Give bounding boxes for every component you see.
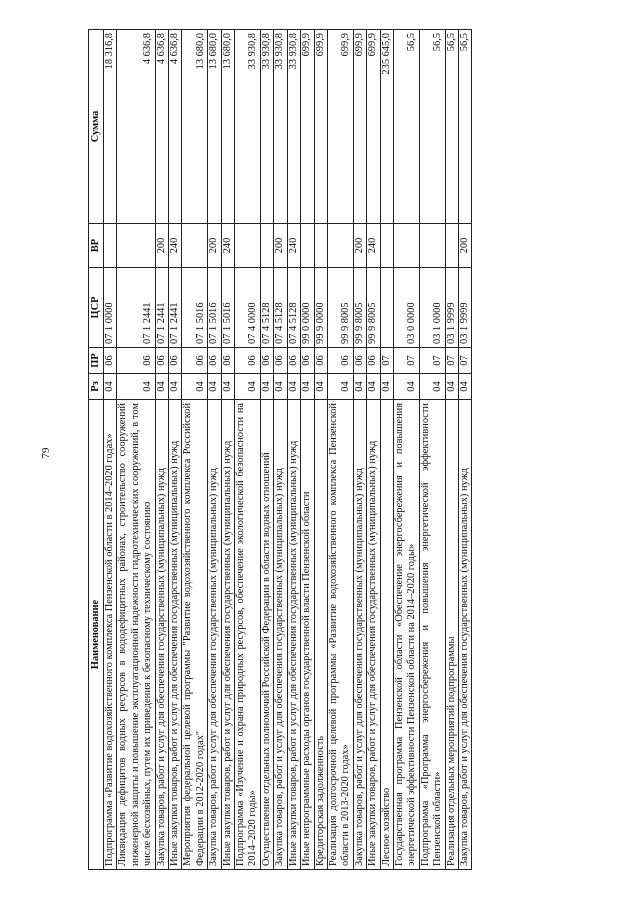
cell-csr: 07 1 2441: [155, 268, 168, 348]
table-row: [314, 30, 327, 870]
table-row: [155, 30, 168, 870]
header-name: Наименование: [89, 400, 104, 870]
cell-vr: [182, 224, 208, 268]
cell-vr: [419, 224, 445, 268]
cell-rz: 04: [287, 374, 300, 400]
cell-csr: 03 1 9999: [445, 268, 458, 348]
cell-pr: 06: [314, 348, 327, 374]
cell-pr: 06: [182, 348, 208, 374]
table-row: [104, 30, 117, 870]
table-row: [393, 30, 419, 870]
cell-pr: 06: [301, 348, 314, 374]
cell-sum: 33 930,8: [274, 30, 287, 224]
header-row: [89, 30, 104, 870]
cell-sum: 56,5: [458, 30, 471, 224]
cell-vr: 200: [155, 224, 168, 268]
table-row: [380, 30, 393, 870]
cell-rz: 04: [367, 374, 380, 400]
cell-pr: 06: [274, 348, 287, 374]
table-row: [287, 30, 300, 870]
cell-rz: 04: [314, 374, 327, 400]
cell-vr: 200: [353, 224, 366, 268]
cell-rz: 04: [260, 374, 273, 400]
cell-rz: 04: [221, 374, 234, 400]
cell-pr: 06: [221, 348, 234, 374]
cell-name: Реализация долгосрочной целевой программы «Развитие водохозяйственного комплекса Пензенской области в 2013-2020 годах»: [327, 400, 353, 870]
cell-vr: 240: [221, 224, 234, 268]
cell-rz: 04: [182, 374, 208, 400]
cell-rz: 04: [393, 374, 419, 400]
cell-rz: 04: [419, 374, 445, 400]
cell-sum: 4 636,8: [117, 30, 155, 224]
cell-pr: 07: [445, 348, 458, 374]
header-vr: ВР: [89, 224, 104, 268]
cell-name: Иные закупки товаров, работ и услуг для обеспечения государственных (муниципальных) нужд: [169, 400, 182, 870]
cell-sum: 13 680,0: [182, 30, 208, 224]
cell-pr: 06: [367, 348, 380, 374]
table-row: [327, 30, 353, 870]
cell-vr: [393, 224, 419, 268]
cell-vr: [314, 224, 327, 268]
cell-csr: 07 4 5128: [287, 268, 300, 348]
cell-csr: 99 9 8005: [327, 268, 353, 348]
table-row: [458, 30, 471, 870]
cell-vr: [260, 224, 273, 268]
cell-sum: 33 930,8: [287, 30, 300, 224]
cell-vr: [301, 224, 314, 268]
cell-sum: 699,9: [327, 30, 353, 224]
cell-pr: 06: [353, 348, 366, 374]
cell-name: Кредиторская задолженность: [314, 400, 327, 870]
cell-csr: 07 1 5016: [182, 268, 208, 348]
cell-name: Иные закупки товаров, работ и услуг для обеспечения государственных (муниципальных) нужд: [221, 400, 234, 870]
cell-csr: 03 0 0000: [393, 268, 419, 348]
header-sum: Сумма: [89, 30, 104, 224]
cell-name: Реализация отдельных мероприятий подпрограммы: [445, 400, 458, 870]
cell-vr: 200: [274, 224, 287, 268]
cell-sum: 33 930,8: [260, 30, 273, 224]
cell-pr: 06: [117, 348, 155, 374]
table-row: [419, 30, 445, 870]
cell-rz: 04: [117, 374, 155, 400]
cell-rz: 04: [353, 374, 366, 400]
cell-vr: [380, 224, 393, 268]
cell-csr: 07 1 5016: [221, 268, 234, 348]
cell-sum: 33 930,8: [235, 30, 261, 224]
cell-rz: 04: [274, 374, 287, 400]
cell-pr: 06: [208, 348, 221, 374]
cell-csr: 03 1 0000: [419, 268, 445, 348]
cell-csr: 99 0 0000: [301, 268, 314, 348]
cell-sum: 4 636,8: [155, 30, 168, 224]
cell-vr: [117, 224, 155, 268]
table-row: [301, 30, 314, 870]
cell-csr: 07 4 5128: [274, 268, 287, 348]
cell-rz: 04: [169, 374, 182, 400]
cell-name: Закупка товаров, работ и услуг для обеспечения государственных (муниципальных) нужд: [353, 400, 366, 870]
cell-vr: [104, 224, 117, 268]
cell-pr: 07: [380, 348, 393, 374]
cell-pr: 06: [155, 348, 168, 374]
cell-pr: 06: [327, 348, 353, 374]
cell-sum: 699,9: [301, 30, 314, 224]
cell-name: Закупка товаров, работ и услуг для обеспечения государственных (муниципальных) нужд: [458, 400, 471, 870]
cell-name: Лесное хозяйство: [380, 400, 393, 870]
cell-vr: 240: [287, 224, 300, 268]
cell-name: Иные непрограммные расходы органов государственной власти Пензенской области: [301, 400, 314, 870]
table-row: [445, 30, 458, 870]
cell-vr: 200: [458, 224, 471, 268]
header-pr: ПР: [89, 348, 104, 374]
cell-csr: 99 9 0000: [314, 268, 327, 348]
cell-sum: 56,5: [445, 30, 458, 224]
cell-name: Закупка товаров, работ и услуг для обеспечения государственных (муниципальных) нужд: [208, 400, 221, 870]
cell-pr: 06: [235, 348, 261, 374]
cell-name: Закупка товаров, работ и услуг для обеспечения государственных (муниципальных) нужд: [274, 400, 287, 870]
table-header: [89, 30, 104, 870]
cell-sum: 699,9: [367, 30, 380, 224]
table-body: [104, 30, 472, 870]
cell-rz: 04: [445, 374, 458, 400]
cell-name: Мероприятия федеральной целевой программы "Развитие водохозяйственного комплекса Российской Федерации в 2012-2020 годах": [182, 400, 208, 870]
cell-csr: [380, 268, 393, 348]
cell-rz: 04: [208, 374, 221, 400]
cell-vr: [327, 224, 353, 268]
cell-csr: 07 1 2441: [117, 268, 155, 348]
cell-csr: 07 1 5016: [208, 268, 221, 348]
cell-vr: [235, 224, 261, 268]
table-row: [117, 30, 155, 870]
cell-csr: 99 9 8005: [353, 268, 366, 348]
cell-sum: 18 316,8: [104, 30, 117, 224]
cell-csr: 07 4 5128: [260, 268, 273, 348]
table-row: [235, 30, 261, 870]
cell-csr: 07 1 0000: [104, 268, 117, 348]
cell-rz: 04: [155, 374, 168, 400]
cell-name: Подпрограмма «Изучение и охрана природных ресурсов, обеспечение экологической безопасности на 2014–2020 годы»: [235, 400, 261, 870]
budget-table: [88, 29, 472, 870]
cell-vr: 240: [169, 224, 182, 268]
cell-name: Подпрограмма «Развитие водохозяйственного комплекса Пензенской области в 2014–2020 годах»: [104, 400, 117, 870]
cell-sum: 4 636,8: [169, 30, 182, 224]
cell-sum: 13 680,0: [221, 30, 234, 224]
cell-sum: 13 680,0: [208, 30, 221, 224]
cell-vr: 240: [367, 224, 380, 268]
cell-name: Подпрограмма «Программа энергосбережения и повышения энергетической эффективности Пензенской области»: [419, 400, 445, 870]
cell-rz: 04: [301, 374, 314, 400]
header-csr: ЦСР: [89, 268, 104, 348]
cell-pr: 06: [104, 348, 117, 374]
table-row: [208, 30, 221, 870]
cell-sum: 56,5: [419, 30, 445, 224]
cell-rz: 04: [380, 374, 393, 400]
cell-pr: 06: [169, 348, 182, 374]
page-number: 79: [40, 447, 52, 459]
cell-name: Закупка товаров, работ и услуг для обеспечения государственных (муниципальных) нужд: [155, 400, 168, 870]
header-rz: Рз: [89, 374, 104, 400]
cell-sum: 56,5: [393, 30, 419, 224]
cell-rz: 04: [104, 374, 117, 400]
cell-sum: 699,9: [353, 30, 366, 224]
cell-name: Иные закупки товаров, работ и услуг для обеспечения государственных (муниципальных) нужд: [287, 400, 300, 870]
cell-csr: 03 1 9999: [458, 268, 471, 348]
cell-name: Иные закупки товаров, работ и услуг для обеспечения государственных (муниципальных) нужд: [367, 400, 380, 870]
table-row: [221, 30, 234, 870]
table-row: [274, 30, 287, 870]
cell-pr: 06: [260, 348, 273, 374]
cell-pr: 07: [393, 348, 419, 374]
cell-sum: 699,9: [314, 30, 327, 224]
cell-rz: 04: [458, 374, 471, 400]
cell-vr: [445, 224, 458, 268]
cell-sum: 235 645,0: [380, 30, 393, 224]
table-row: [169, 30, 182, 870]
cell-csr: 07 4 0000: [235, 268, 261, 348]
table-row: [367, 30, 380, 870]
cell-name: Осуществление отдельных полномочий Российской Федерации в области водных отношений: [260, 400, 273, 870]
cell-pr: 06: [287, 348, 300, 374]
table-row: [353, 30, 366, 870]
rotated-page-content: [88, 30, 558, 870]
cell-rz: 04: [327, 374, 353, 400]
cell-csr: 99 9 8005: [367, 268, 380, 348]
cell-rz: 04: [235, 374, 261, 400]
cell-csr: 07 1 2441: [169, 268, 182, 348]
cell-pr: 07: [419, 348, 445, 374]
cell-name: Государственная программа Пензенской области «Обеспечение энергосбережения и повышения энергетической эффективности Пензенской области на 2014–2020 годы»: [393, 400, 419, 870]
table-row: [182, 30, 208, 870]
cell-vr: 200: [208, 224, 221, 268]
cell-pr: 07: [458, 348, 471, 374]
table-row: [260, 30, 273, 870]
cell-name: Ликвидация дефицитов водных ресурсов в вододефицитных районах, строительство сооружений инженерной защиты и повышение эксплуатационной надежности гидротехнических сооружений, в том числе бесхозяйных, путем их приведения к безопасному техническому состоянию: [117, 400, 155, 870]
